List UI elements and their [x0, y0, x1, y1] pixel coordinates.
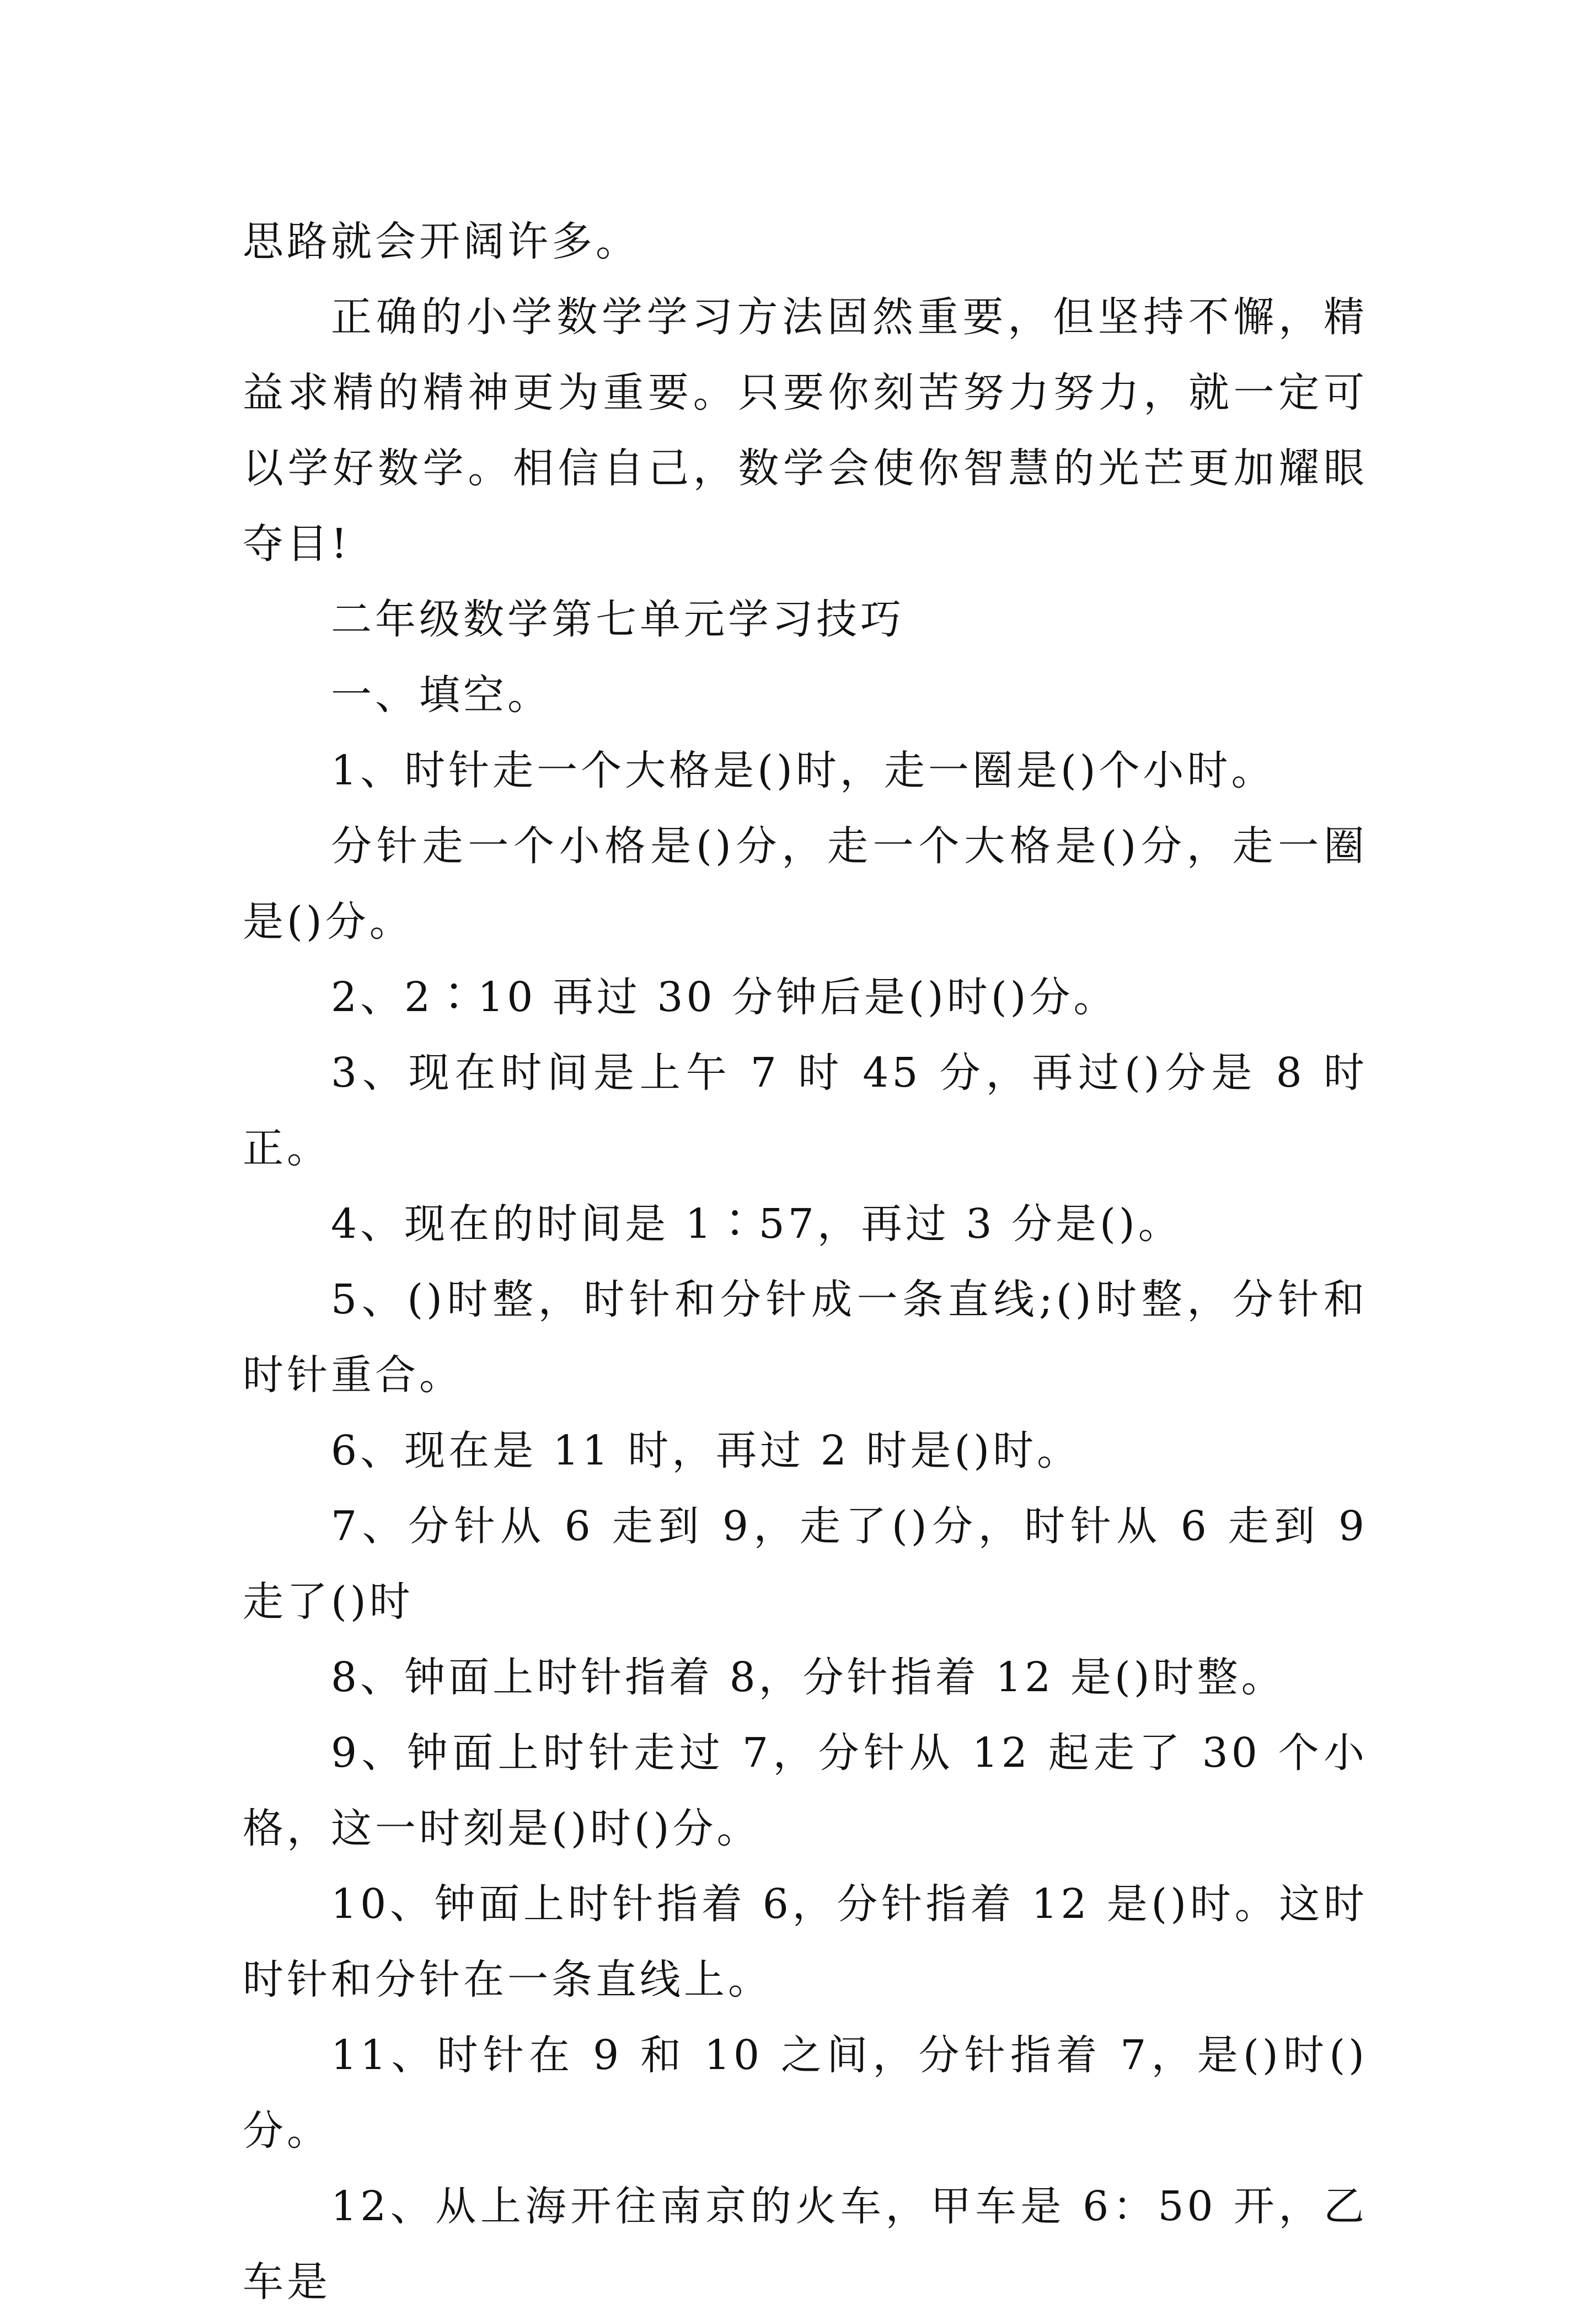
section-heading-fill-blank: 一、填空。 — [331, 671, 551, 719]
question-11: 11、时针在 9 和 10 之间，分针指着 7，是()时()分。 — [243, 2032, 1368, 2155]
question-7: 7、分针从 6 走到 9，走了()分，时针从 6 走到 9 走了()时 — [243, 1503, 1368, 1626]
question-10: 10、钟面上时针指着 6，分针指着 12 是()时。这时时针和分针在一条直线上。 — [243, 1880, 1368, 2003]
question-5: 5、()时整，时针和分针成一条直线;()时整，分针和时针重合。 — [243, 1276, 1368, 1399]
paragraph-study-method: 正确的小学数学学习方法固然重要，但坚持不懈，精益求精的精神更为重要。只要你刻苦努力努力，就一定可以学好数学。相信自己，数学会使你智慧的光芒更加耀眼夺目! — [243, 293, 1368, 568]
question-9: 9、钟面上时针走过 7，分针从 12 起走了 30 个小格，这一时刻是()时()分。 — [243, 1729, 1368, 1852]
paragraph-continuation: 思路就会开阔许多。 — [243, 218, 640, 265]
question-1: 1、时针走一个大格是()时，走一圈是()个小时。 — [331, 747, 1276, 794]
question-3: 3、现在时间是上午 7 时 45 分，再过()分是 8 时正。 — [243, 1049, 1368, 1172]
question-1-continued: 分针走一个小格是()分，走一个大格是()分，走一圈是()分。 — [243, 822, 1368, 945]
question-12: 12、从上海开往南京的火车，甲车是 6：50 开，乙车是 — [243, 2183, 1368, 2306]
section-title: 二年级数学第七单元学习技巧 — [331, 596, 904, 643]
question-4: 4、现在的时间是 1∶57，再过 3 分是()。 — [331, 1200, 1182, 1248]
question-6: 6、现在是 11 时，再过 2 时是()时。 — [331, 1427, 1081, 1474]
question-2: 2、2∶10 再过 30 分钟后是()时()分。 — [331, 974, 1118, 1021]
document-body — [243, 204, 1368, 2320]
question-8: 8、钟面上时针指着 8，分针指着 12 是()时整。 — [331, 1654, 1286, 1701]
